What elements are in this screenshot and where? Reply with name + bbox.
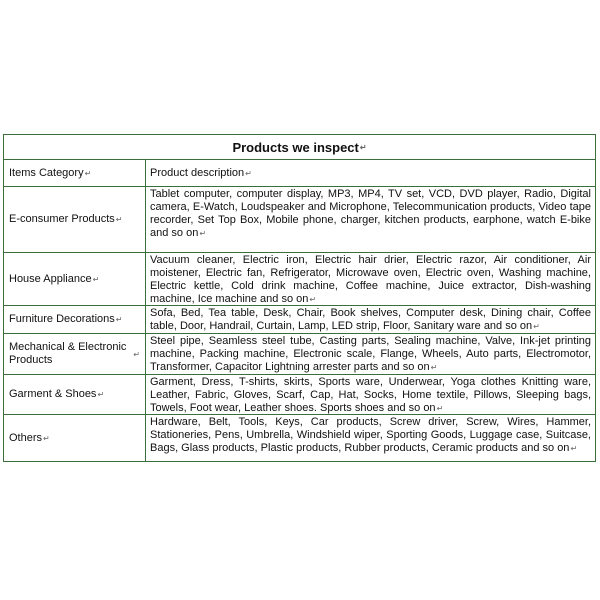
row-category: [4, 306, 146, 333]
row-description: [146, 415, 595, 462]
row-description: [146, 253, 595, 305]
header-category-label: Items Category: [9, 166, 84, 179]
paragraph-mark-icon: ↵: [43, 434, 50, 443]
row-category-label: Mechanical & Electronic Products: [9, 341, 127, 366]
row-category-label: House Appliance: [9, 272, 92, 285]
table-title: Products we inspect: [232, 139, 359, 155]
row-category: [4, 187, 146, 252]
header-description: [146, 160, 595, 186]
paragraph-mark-icon: ↵: [430, 363, 438, 372]
row-category-label: Garment & Shoes: [9, 388, 97, 400]
paragraph-mark-icon: ↵: [245, 169, 252, 178]
paragraph-mark-icon: ↵: [84, 168, 92, 178]
table-row: [4, 375, 595, 415]
paragraph-mark-icon: ↵: [92, 274, 100, 284]
paragraph-mark-icon: ↵: [115, 215, 123, 224]
paragraph-mark-icon: ↵: [115, 315, 123, 324]
row-category-label: Others: [9, 432, 43, 444]
row-description-text: Tablet computer, computer display, MP3, MP4, TV set, VCD, DVD player, Radio, Digital camera, E-Watch, Loudspeaker and Microphone, Telecommunication products, Video tape recorder, Set Top Box, Mobile phone, charger, kitchen products, earphone, watch E-bike and so on: [150, 188, 591, 239]
row-description: [146, 306, 595, 333]
row-description: [146, 187, 595, 252]
header-category: [4, 160, 146, 186]
row-description: [146, 334, 595, 374]
row-category-label: Furniture Decorations: [9, 313, 115, 325]
paragraph-mark-icon: ↵: [359, 142, 367, 152]
row-category: [4, 375, 146, 414]
row-category-label: E-consumer Products: [9, 213, 115, 225]
row-category: [4, 334, 146, 374]
paragraph-mark-icon: ↵: [436, 404, 444, 413]
row-category: [4, 253, 146, 305]
header-description-label: Product description: [150, 167, 245, 179]
products-table: [3, 134, 596, 462]
row-description-text: Steel pipe, Seamless steel tube, Casting parts, Sealing machine, Valve, Ink-jet printing machine, Packing machine, Electronic scale, Flange, Wheels, Auto parts, Electromotor, Transformer, Capacitor Lightning arrester parts and so on: [150, 335, 591, 373]
paragraph-mark-icon: ↵: [133, 349, 140, 359]
paragraph-mark-icon: ↵: [533, 322, 540, 331]
row-description: [146, 375, 595, 414]
row-description-text: Vacuum cleaner, Electric iron, Electric hair drier, Electric razor, Air conditioner, Air moistener, Electric fan, Refrigerator, Microwave oven, Electric oven, Washing machine, Electric kettle, Cold drink machine, Coffee machine, Juice extractor, Dish-washing machine, Ice machine and so on: [150, 254, 591, 305]
paragraph-mark-icon: ↵: [309, 295, 317, 304]
paragraph-mark-icon: ↵: [97, 390, 105, 399]
table-row: [4, 334, 595, 375]
row-description-text: Hardware, Belt, Tools, Keys, Car products, Screw driver, Screw, Wires, Hammer, Stationeries, Pens, Umbrella, Windshield wiper, Sporting Goods, Luggage case, Suitcase, Bags, Glass products, Plastic products, Rubber products, Ceramic products and so on: [150, 416, 591, 454]
table-title-row: [4, 135, 595, 160]
table-row: [4, 306, 595, 334]
paragraph-mark-icon: ↵: [570, 444, 578, 453]
table-row: [4, 187, 595, 253]
row-category: [4, 415, 146, 462]
row-description-text: Sofa, Bed, Tea table, Desk, Chair, Book shelves, Computer desk, Dining chair, Coffee table, Door, Handrail, Curtain, Lamp, LED strip, Floor, Sanitary ware and so on: [150, 307, 591, 332]
table-row: [4, 415, 595, 462]
row-description-text: Garment, Dress, T-shirts, skirts, Sports ware, Underwear, Yoga clothes Knitting ware, Leather, Fabric, Gloves, Scarf, Cap, Hat, Socks, Home textile, Pillows, Sleeping bags, Towels, Foot wear, Leather shoes. Sports shoes and so on: [150, 376, 591, 414]
table-row: [4, 253, 595, 306]
paragraph-mark-icon: ↵: [199, 229, 207, 238]
table-header-row: [4, 160, 595, 187]
